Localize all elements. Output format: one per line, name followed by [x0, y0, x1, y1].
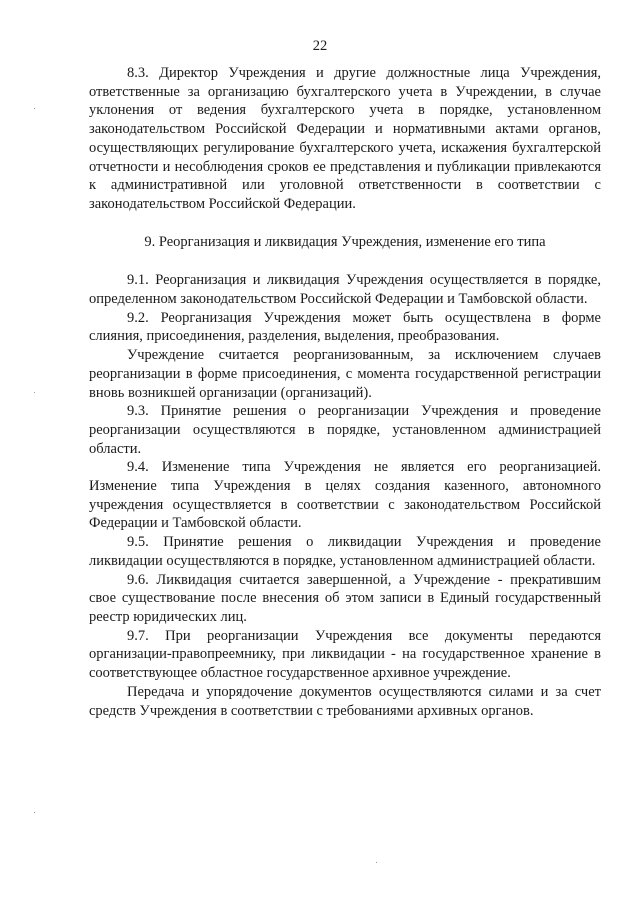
- paragraph-8-3: 8.3. Директор Учреждения и другие должностные лица Учреждения, ответственные за организацию бухгалтерского учета в Учреждении, в случае уклонения от ведения бухгалтерского учета в порядке, установленном законодательством Российской Федерации и нормативными актами органов, осуществляющих регулирование бухгалтерского учета, искажения бухгалтерской отчетности и несоблюдения сроков ее представления и публикации привлекаются к административной или уголовной ответственности в соответствии с законодательством Российской Федерации.: [89, 65, 601, 212]
- page-number: 22: [312, 38, 328, 54]
- scan-speck: [34, 108, 35, 109]
- paragraph-9-7: 9.7. При реорганизации Учреждения все документы передаются организации-правопреемнику, при ликвидации - на государственное хранение в соответствующее областное государственное архивное учреждение.: [89, 627, 601, 682]
- section-heading: 9. Реорганизация и ликвидация Учреждения, изменение его типа: [144, 233, 546, 250]
- paragraph-9-2: 9.2. Реорганизация Учреждения может быть осуществлена в форме слияния, присоединения, разделения, выделения, преобразования.: [89, 309, 601, 345]
- paragraph-9-4: 9.4. Изменение типа Учреждения не является его реорганизацией. Изменение типа Учреждения в целях создания казенного, автономного учреждения осуществляется в соответствии с законодательством Российской Федерации и Тамбовской области.: [89, 459, 601, 532]
- paragraph-9-3: 9.3. Принятие решения о реорганизации Учреждения и проведение реорганизации осуществляются в порядке, установленном администрацией области.: [89, 403, 601, 457]
- paragraph-9-1: 9.1. Реорганизация и ликвидация Учреждения осуществляется в порядке, определенном законодательством Российской Федерации и Тамбовской области.: [89, 272, 601, 308]
- paragraph-9-7-continued: Передача и упорядочение документов осуществляются силами и за счет средств Учреждения в соответствии с требованиями архивных органов.: [89, 683, 601, 719]
- scan-speck: [34, 392, 35, 393]
- paragraph-9-5: 9.5. Принятие решения о ликвидации Учреждения и проведение ликвидации осуществляются в порядке, установленном администрацией области.: [89, 534, 601, 569]
- paragraph-9-2-continued: Учреждение считается реорганизованным, за исключением случаев реорганизации в форме присоединения, с момента государственной регистрации вновь возникшей организации (организаций).: [89, 347, 601, 401]
- scan-speck: [34, 812, 35, 813]
- paragraph-9-6: 9.6. Ликвидация считается завершенной, а Учреждение - прекратившим свое существование после внесения об этом записи в Единый государственный реестр юридических лиц.: [89, 571, 601, 625]
- scan-speck: [376, 862, 377, 863]
- document-body: [89, 64, 601, 720]
